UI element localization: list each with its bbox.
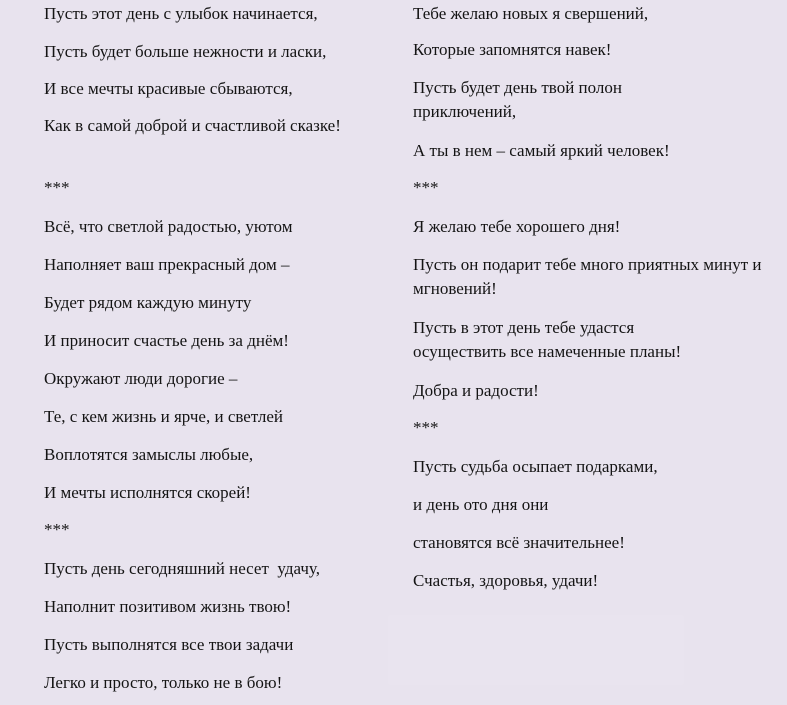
- poem-line: Пусть день сегодняшний несет удачу,: [44, 559, 320, 578]
- poem-line: и день ото дня они: [413, 495, 549, 514]
- poem-line: Те, с кем жизнь и ярче, и светлей: [44, 407, 283, 426]
- poem-line: Легко и просто, только не в бою!: [44, 673, 283, 692]
- poem-line: Которые запомнятся навек!: [413, 40, 612, 59]
- poem-line: Тебе желаю новых я свершений,: [413, 4, 649, 23]
- stanza-separator: ***: [44, 178, 70, 197]
- poem-line: Наполнит позитивом жизнь твою!: [44, 597, 292, 616]
- poem-line: Окружают люди дорогие –: [44, 369, 238, 388]
- poem-line: Добра и радости!: [413, 381, 539, 400]
- poem-line: Всё, что светлой радостью, уютом: [44, 217, 293, 236]
- poem-line: становятся всё значительнее!: [413, 533, 625, 552]
- poem-line: И все мечты красивые сбываются,: [44, 79, 293, 98]
- poem-line: Пусть выполнятся все твои задачи: [44, 635, 294, 654]
- poem-line: А ты в нем – самый яркий человек!: [413, 141, 670, 160]
- faint-overlay-box: [388, 615, 684, 685]
- poem-line: И приносит счастье день за днём!: [44, 331, 289, 350]
- poem-line: Как в самой доброй и счастливой сказке!: [44, 116, 341, 135]
- poem-line: Пусть в этот день тебе удастся осуществить все намеченные планы!: [413, 318, 682, 361]
- poem-line: Воплотятся замыслы любые,: [44, 445, 254, 464]
- poem-line: Будет рядом каждую минуту: [44, 293, 252, 312]
- poem-line: Наполняет ваш прекрасный дом –: [44, 255, 290, 274]
- poem-line: Я желаю тебе хорошего дня!: [413, 217, 621, 236]
- stanza-separator: ***: [413, 418, 439, 437]
- poem-line: Пусть судьба осыпает подарками,: [413, 457, 658, 476]
- stanza-separator: ***: [413, 178, 439, 197]
- poem-line: Пусть он подарит тебе много приятных минут и мгновений!: [413, 255, 762, 298]
- poem-line: Пусть этот день с улыбок начинается,: [44, 4, 318, 23]
- stanza-separator: ***: [44, 520, 70, 539]
- poem-line: Пусть будет больше нежности и ласки,: [44, 42, 327, 61]
- poem-line: Пусть будет день твой полон приключений,: [413, 78, 622, 121]
- poem-line: Счастья, здоровья, удачи!: [413, 571, 599, 590]
- poem-line: И мечты исполнятся скорей!: [44, 483, 251, 502]
